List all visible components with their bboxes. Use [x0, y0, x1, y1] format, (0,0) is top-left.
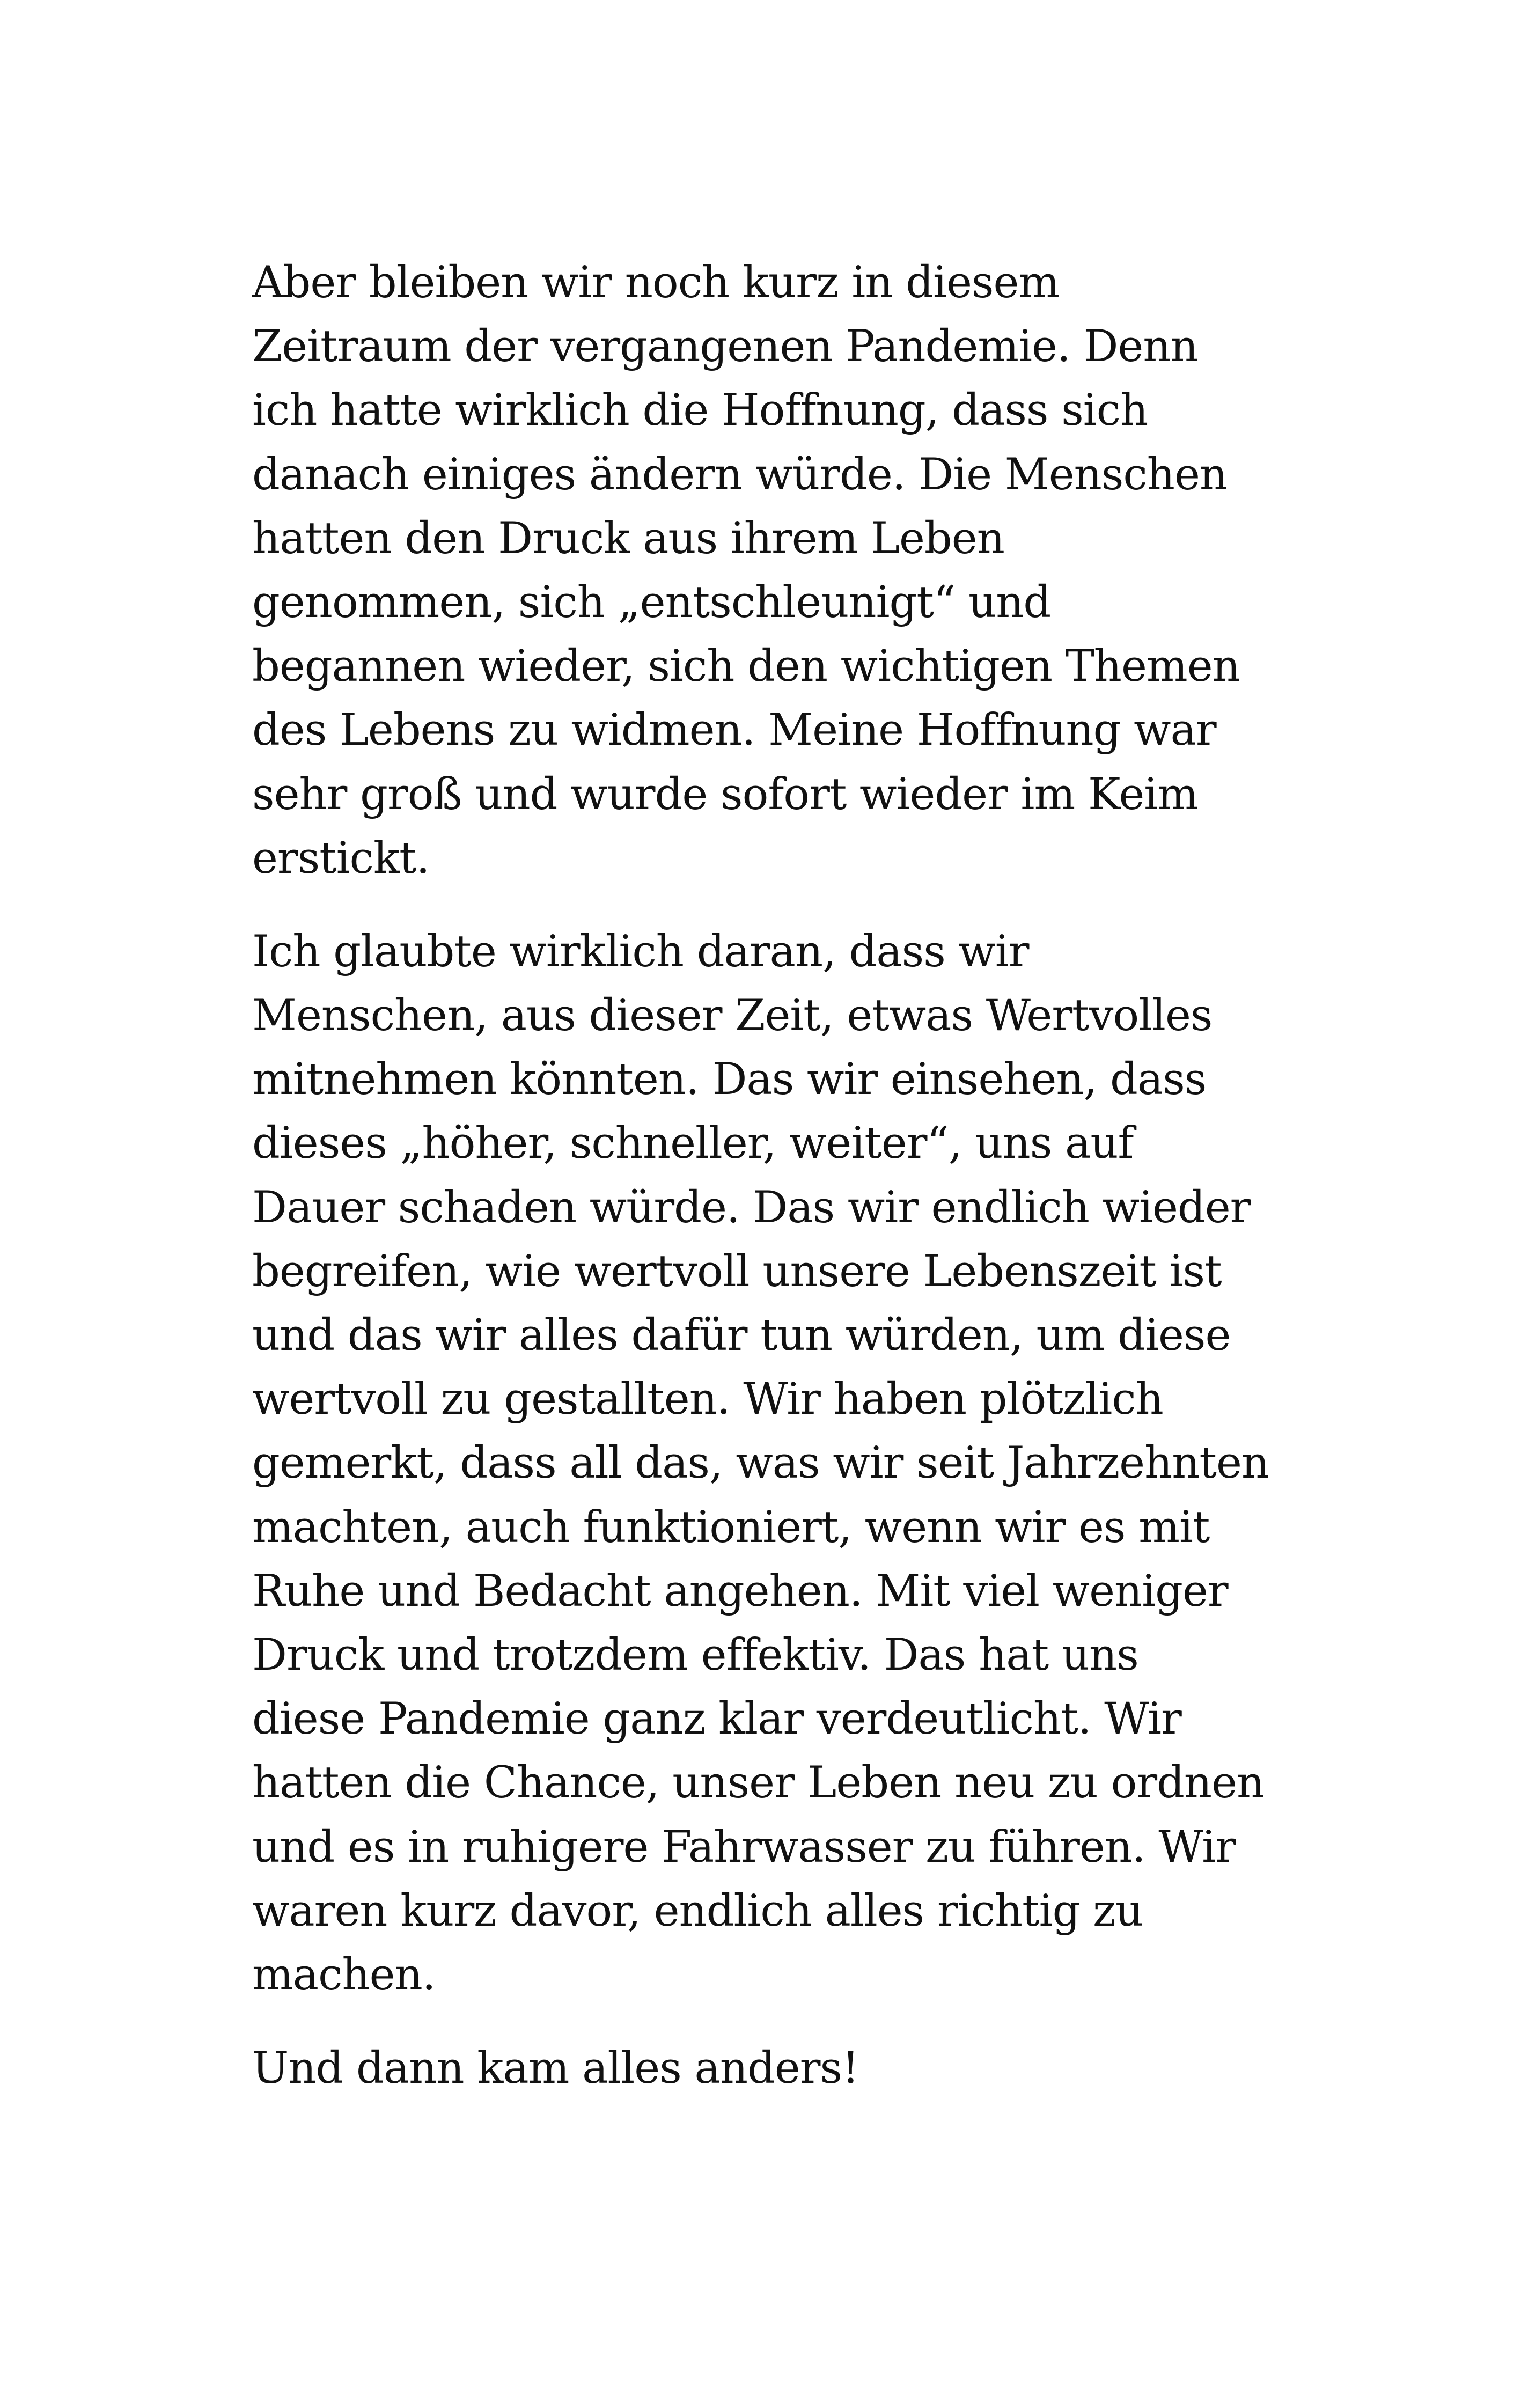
text-line: wertvoll zu gestallten. Wir haben plötzlich [252, 1374, 1163, 1425]
text-line: hatten die Chance, unser Leben neu zu ordnen [252, 1758, 1265, 1809]
text-line: Ruhe und Bedacht angehen. Mit viel weniger [252, 1566, 1228, 1617]
text-line: sehr groß und wurde sofort wieder im Keim [252, 769, 1198, 820]
text-line: des Lebens zu widmen. Meine Hoffnung war [252, 705, 1216, 756]
text-line: Aber bleiben wir noch kurz in diesem [252, 258, 1060, 308]
paragraph-spacer [252, 891, 1304, 920]
text-line: Zeitraum der vergangenen Pandemie. Denn [252, 321, 1198, 372]
text-line: gemerkt, dass all das, was wir seit Jahrzehnten [252, 1438, 1269, 1489]
paragraph-1 [252, 251, 1304, 891]
text-line: Und dann kam alles anders! [252, 2043, 859, 2094]
text-line: Menschen, aus dieser Zeit, etwas Wertvolles [252, 990, 1213, 1041]
text-line: mitnehmen könnten. Das wir einsehen, dass [252, 1054, 1207, 1105]
text-line: danach einiges ändern würde. Die Menschen [252, 449, 1228, 500]
paragraph-3 [252, 2037, 1304, 2101]
body-text [252, 251, 1304, 2101]
paragraph-2 [252, 920, 1304, 2007]
text-line: Ich glaubte wirklich daran, dass wir [252, 926, 1029, 977]
text-line: dieses „höher, schneller, weiter“, uns auf [252, 1118, 1134, 1169]
text-line: Dauer schaden würde. Das wir endlich wieder [252, 1182, 1251, 1233]
text-line: machten, auch funktioniert, wenn wir es mit [252, 1502, 1210, 1553]
text-line: erstickt. [252, 833, 430, 884]
text-line: genommen, sich „entschleunigt“ und [252, 577, 1051, 628]
text-line: begannen wieder, sich den wichtigen Themen [252, 641, 1240, 692]
text-line: ich hatte wirklich die Hoffnung, dass sich [252, 385, 1148, 436]
text-line: Druck und trotzdem effektiv. Das hat uns [252, 1629, 1138, 1680]
text-line: diese Pandemie ganz klar verdeutlicht. Wir [252, 1694, 1181, 1745]
text-line: waren kurz davor, endlich alles richtig zu [252, 1885, 1143, 1936]
text-line: begreifen, wie wertvoll unsere Lebenszeit ist [252, 1246, 1222, 1297]
text-line: machen. [252, 1949, 436, 2000]
paragraph-spacer [252, 2007, 1304, 2037]
text-line: und es in ruhigere Fahrwasser zu führen. Wir [252, 1822, 1236, 1873]
text-line: hatten den Druck aus ihrem Leben [252, 513, 1004, 564]
text-line: und das wir alles dafür tun würden, um diese [252, 1310, 1231, 1361]
